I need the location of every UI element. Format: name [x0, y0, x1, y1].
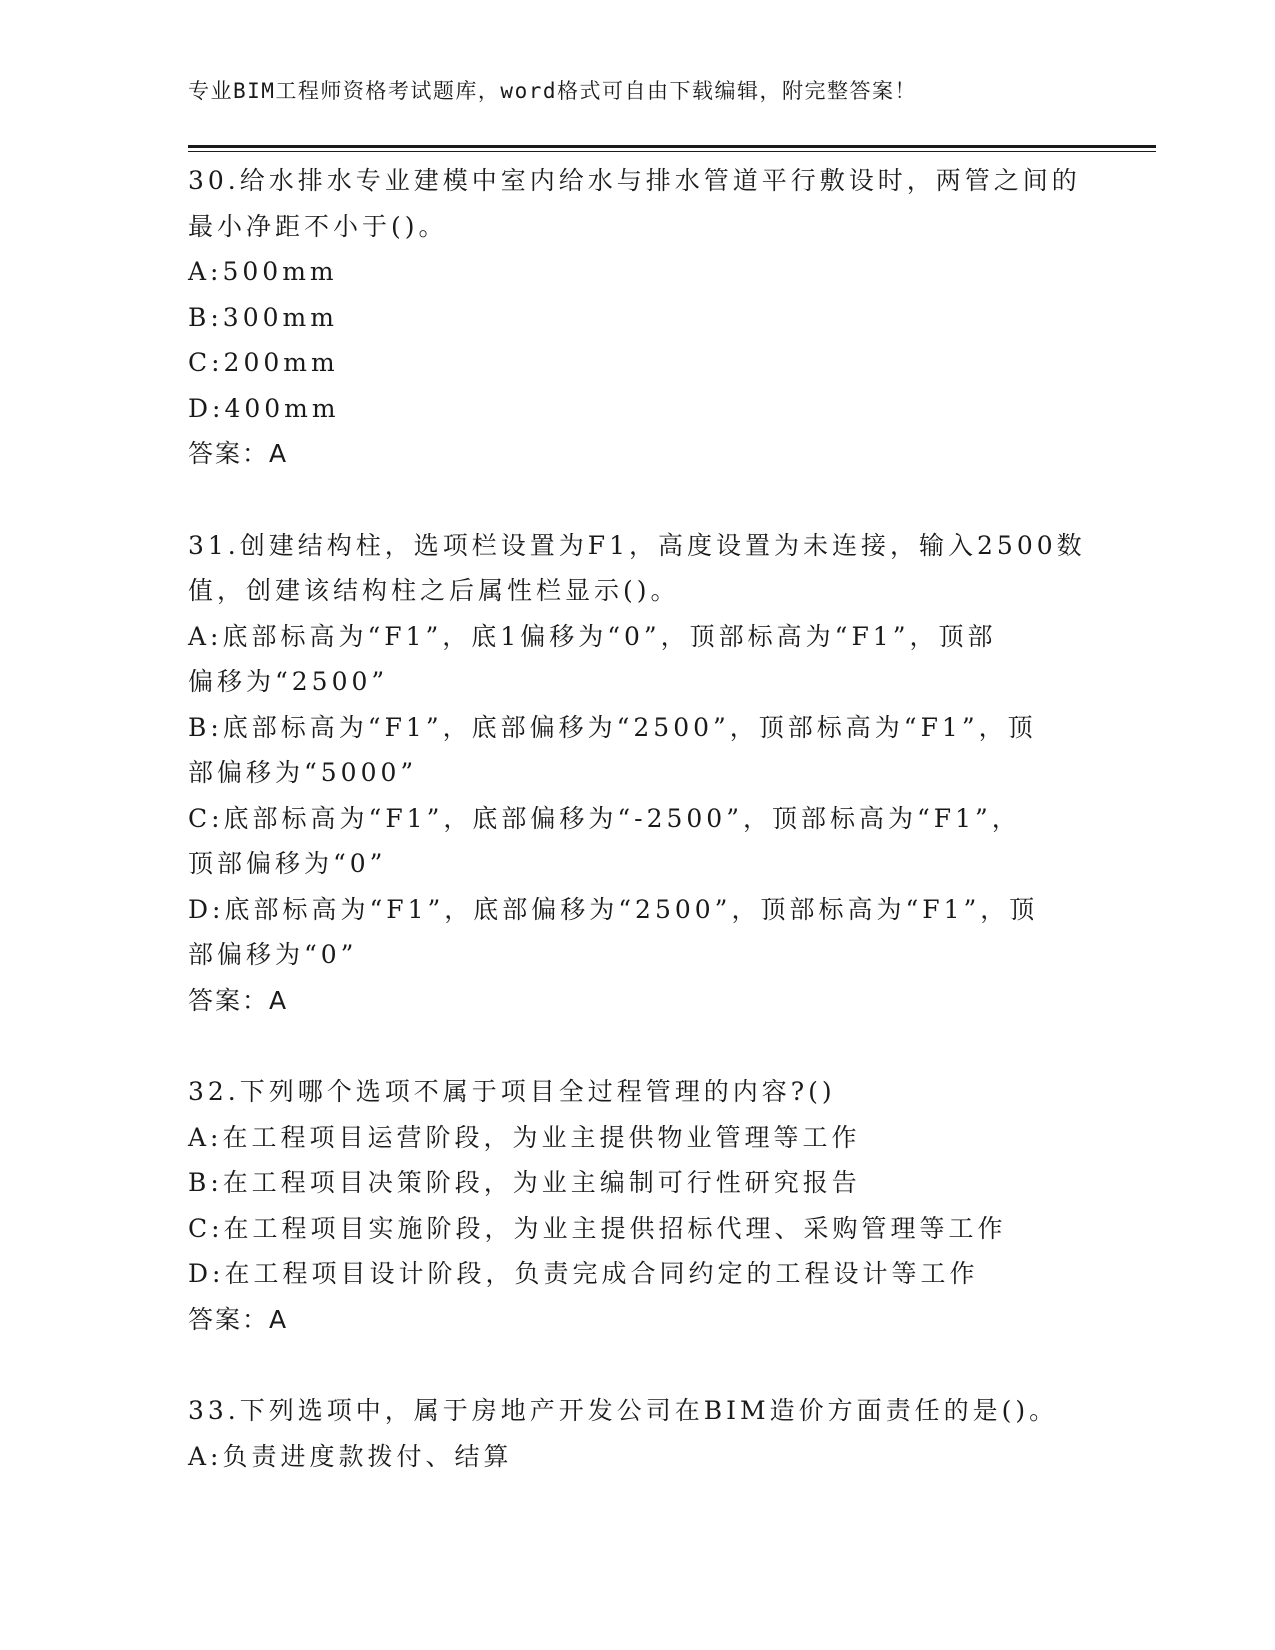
option-a: A:在工程项目运营阶段，为业主提供物业管理等工作: [188, 1122, 861, 1152]
answer-line: 答案：A: [188, 1304, 289, 1334]
option-b-continued: 部偏移为“5000”: [188, 758, 418, 787]
answer-line: 答案：A: [188, 985, 289, 1015]
option-b: B:底部标高为“F1”，底部偏移为“2500”，顶部标高为“F1”，顶: [188, 712, 1037, 742]
option-d: D:在工程项目设计阶段，负责完成合同约定的工程设计等工作: [188, 1259, 979, 1288]
question-stem: 33.下列选项中，属于房地产开发公司在BIM造价方面责任的是()。: [188, 1396, 1059, 1425]
option-d: D:底部标高为“F1”，底部偏移为“2500”，顶部标高为“F1”，顶: [188, 894, 1039, 924]
question-31: [188, 523, 1088, 1024]
question-stem: 31.创建结构柱，选项栏设置为F1，高度设置为未连接，输入2500数: [188, 530, 1086, 560]
option-c: C:在工程项目实施阶段，为业主提供招标代理、采购管理等工作: [188, 1213, 1007, 1243]
question-stem: 最小净距不小于()。: [188, 211, 448, 241]
header-rule-thick: [188, 145, 1156, 148]
answer-line: 答案：A: [188, 439, 289, 468]
question-list: [188, 158, 1088, 1525]
option-c-continued: 顶部偏移为“0”: [188, 849, 387, 878]
option-c: C:200mm: [188, 348, 339, 377]
option-d-continued: 部偏移为“0”: [188, 940, 358, 969]
option-a: A:500mm: [188, 257, 338, 286]
question-stem: 值，创建该结构柱之后属性栏显示()。: [188, 576, 680, 605]
question-32: [188, 1069, 1088, 1342]
option-a: A:负责进度款拨付、结算: [188, 1441, 513, 1471]
document-header: 专业BIM工程师资格考试题库，word格式可自由下载编辑，附完整答案！: [188, 79, 917, 103]
header-rule-thin: [188, 151, 1156, 152]
question-stem: 30.给水排水专业建模中室内给水与排水管道平行敷设时，两管之间的: [188, 166, 1081, 195]
option-b: B:300mm: [188, 302, 338, 332]
question-33: [188, 1388, 1088, 1479]
option-b: B:在工程项目决策阶段，为业主编制可行性研究报告: [188, 1168, 861, 1197]
option-d: D:400mm: [188, 393, 340, 423]
question-stem: 32.下列哪个选项不属于项目全过程管理的内容?(): [188, 1077, 836, 1106]
option-a: A:底部标高为“F1”，底1偏移为“0”，顶部标高为“F1”，顶部: [188, 621, 997, 651]
question-30: [188, 158, 1088, 477]
option-c: C:底部标高为“F1”，底部偏移为“-2500”，顶部标高为“F1”，: [188, 803, 1021, 833]
option-a-continued: 偏移为“2500”: [188, 667, 389, 696]
